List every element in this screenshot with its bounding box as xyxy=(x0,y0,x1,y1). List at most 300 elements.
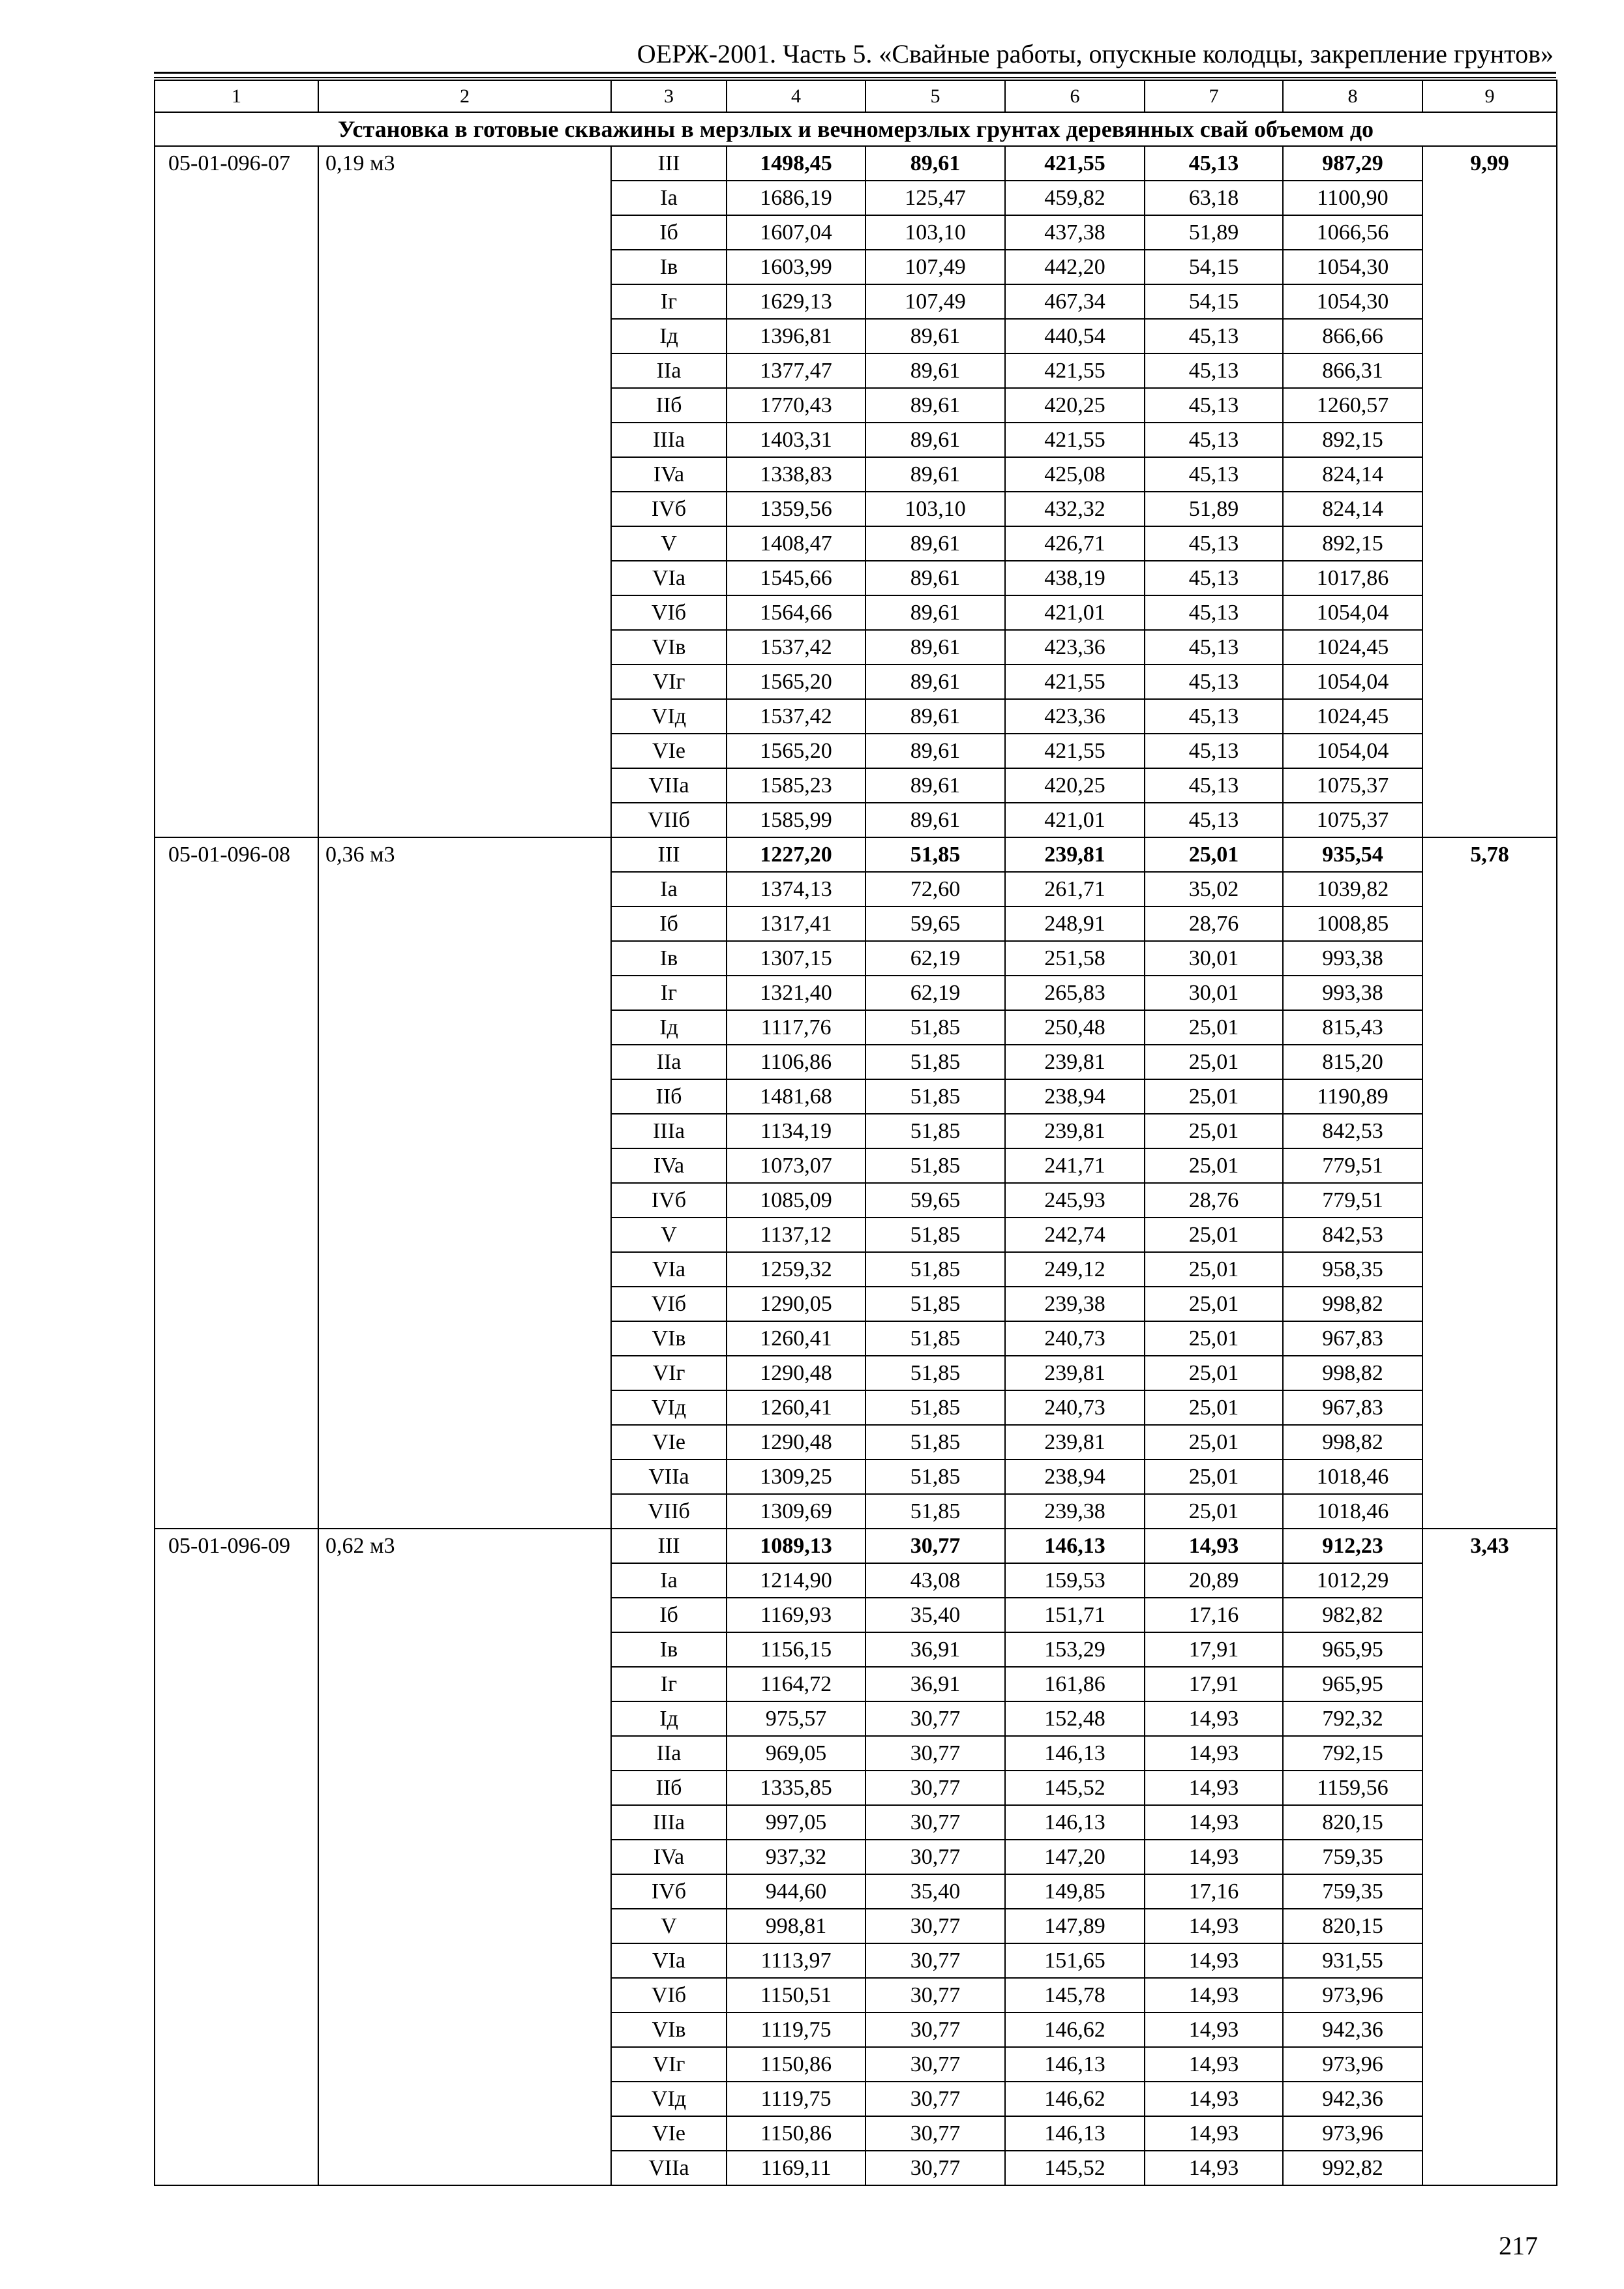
labor-cost: 9,99 xyxy=(1422,146,1557,837)
machine-operation-cell: 421,55 xyxy=(1005,423,1145,457)
machine-operation-cell: 147,89 xyxy=(1005,1909,1145,1943)
machinist-wages-cell: 25,01 xyxy=(1145,1252,1283,1287)
machine-operation-cell: 426,71 xyxy=(1005,526,1145,561)
region-code: III xyxy=(611,837,727,872)
total-cost-cell: 1403,31 xyxy=(727,423,865,457)
machine-operation-cell: 147,20 xyxy=(1005,1840,1145,1874)
machinist-wages-cell: 45,13 xyxy=(1145,734,1283,768)
materials-cell: 993,38 xyxy=(1283,941,1422,976)
wages-cell: 30,77 xyxy=(865,1978,1005,2012)
materials-cell: 973,96 xyxy=(1283,2116,1422,2151)
region-code: Ia xyxy=(611,181,727,215)
wages-cell: 51,85 xyxy=(865,1010,1005,1045)
machine-operation-cell: 239,38 xyxy=(1005,1287,1145,1321)
region-code: IVб xyxy=(611,1874,727,1909)
wages-cell: 51,85 xyxy=(865,1287,1005,1321)
machinist-wages-cell: 25,01 xyxy=(1145,1079,1283,1114)
column-number: 7 xyxy=(1145,80,1283,112)
machine-operation-cell: 239,81 xyxy=(1005,837,1145,872)
total-cost-cell: 1585,23 xyxy=(727,768,865,803)
machinist-wages-cell: 45,13 xyxy=(1145,353,1283,388)
machinist-wages-cell: 14,93 xyxy=(1145,2047,1283,2082)
region-code: VIIa xyxy=(611,1459,727,1494)
total-cost-cell: 1156,15 xyxy=(727,1632,865,1667)
machinist-wages-cell: 14,93 xyxy=(1145,1943,1283,1978)
machine-operation-cell: 242,74 xyxy=(1005,1218,1145,1252)
machinist-wages-cell: 20,89 xyxy=(1145,1563,1283,1598)
wages-cell: 30,77 xyxy=(865,1909,1005,1943)
materials-cell: 965,95 xyxy=(1283,1632,1422,1667)
machinist-wages-cell: 45,13 xyxy=(1145,768,1283,803)
machinist-wages-cell: 45,13 xyxy=(1145,319,1283,353)
region-code: VIe xyxy=(611,1425,727,1459)
wages-cell: 30,77 xyxy=(865,2116,1005,2151)
wages-cell: 125,47 xyxy=(865,181,1005,215)
machine-operation-cell: 442,20 xyxy=(1005,250,1145,284)
materials-cell: 779,51 xyxy=(1283,1183,1422,1218)
materials-cell: 1075,37 xyxy=(1283,803,1422,837)
region-code: IIa xyxy=(611,353,727,388)
materials-cell: 1012,29 xyxy=(1283,1563,1422,1598)
machine-operation-cell: 467,34 xyxy=(1005,284,1145,319)
materials-cell: 998,82 xyxy=(1283,1287,1422,1321)
region-code: VIa xyxy=(611,1943,727,1978)
region-code: IVб xyxy=(611,492,727,526)
region-code: Iг xyxy=(611,284,727,319)
machinist-wages-cell: 45,13 xyxy=(1145,423,1283,457)
machine-operation-cell: 238,94 xyxy=(1005,1459,1145,1494)
machine-operation-cell: 239,81 xyxy=(1005,1425,1145,1459)
wages-cell: 89,61 xyxy=(865,526,1005,561)
materials-cell: 1190,89 xyxy=(1283,1079,1422,1114)
wages-cell: 30,77 xyxy=(865,1736,1005,1771)
total-cost-cell: 1309,25 xyxy=(727,1459,865,1494)
wages-cell: 107,49 xyxy=(865,250,1005,284)
region-code: Iб xyxy=(611,215,727,250)
machine-operation-cell: 423,36 xyxy=(1005,630,1145,665)
machinist-wages-cell: 25,01 xyxy=(1145,837,1283,872)
total-cost-cell: 1085,09 xyxy=(727,1183,865,1218)
region-code: VIб xyxy=(611,1287,727,1321)
total-cost-cell: 1119,75 xyxy=(727,2082,865,2116)
materials-cell: 824,14 xyxy=(1283,457,1422,492)
machinist-wages-cell: 51,89 xyxy=(1145,492,1283,526)
column-number: 3 xyxy=(611,80,727,112)
total-cost-cell: 1374,13 xyxy=(727,872,865,906)
region-code: VIд xyxy=(611,1390,727,1425)
total-cost-cell: 1117,76 xyxy=(727,1010,865,1045)
section-title-row xyxy=(155,112,1557,146)
machine-operation-cell: 432,32 xyxy=(1005,492,1145,526)
machine-operation-cell: 265,83 xyxy=(1005,976,1145,1010)
materials-cell: 967,83 xyxy=(1283,1321,1422,1356)
materials-cell: 973,96 xyxy=(1283,1978,1422,2012)
materials-cell: 792,32 xyxy=(1283,1701,1422,1736)
machinist-wages-cell: 30,01 xyxy=(1145,976,1283,1010)
materials-cell: 1039,82 xyxy=(1283,872,1422,906)
region-code: VIIa xyxy=(611,768,727,803)
machine-operation-cell: 239,81 xyxy=(1005,1114,1145,1148)
machine-operation-cell: 146,62 xyxy=(1005,2012,1145,2047)
total-cost-cell: 1169,93 xyxy=(727,1598,865,1632)
machine-operation-cell: 153,29 xyxy=(1005,1632,1145,1667)
table-row xyxy=(155,1529,1557,1563)
machine-operation-cell: 240,73 xyxy=(1005,1321,1145,1356)
region-code: VIa xyxy=(611,1252,727,1287)
total-cost-cell: 1686,19 xyxy=(727,181,865,215)
wages-cell: 51,85 xyxy=(865,1425,1005,1459)
wages-cell: 89,61 xyxy=(865,353,1005,388)
total-cost-cell: 1629,13 xyxy=(727,284,865,319)
machinist-wages-cell: 45,13 xyxy=(1145,803,1283,837)
machine-operation-cell: 421,55 xyxy=(1005,353,1145,388)
materials-cell: 779,51 xyxy=(1283,1148,1422,1183)
machinist-wages-cell: 45,13 xyxy=(1145,146,1283,181)
wages-cell: 35,40 xyxy=(865,1598,1005,1632)
materials-cell: 842,53 xyxy=(1283,1114,1422,1148)
total-cost-cell: 1564,66 xyxy=(727,595,865,630)
region-code: III xyxy=(611,146,727,181)
labor-cost: 3,43 xyxy=(1422,1529,1557,2185)
wages-cell: 35,40 xyxy=(865,1874,1005,1909)
machinist-wages-cell: 14,93 xyxy=(1145,1840,1283,1874)
region-code: Ia xyxy=(611,872,727,906)
total-cost-cell: 1408,47 xyxy=(727,526,865,561)
total-cost-cell: 944,60 xyxy=(727,1874,865,1909)
machinist-wages-cell: 30,01 xyxy=(1145,941,1283,976)
wages-cell: 89,61 xyxy=(865,595,1005,630)
machine-operation-cell: 423,36 xyxy=(1005,699,1145,734)
machine-operation-cell: 261,71 xyxy=(1005,872,1145,906)
total-cost-cell: 1498,45 xyxy=(727,146,865,181)
machinist-wages-cell: 17,91 xyxy=(1145,1667,1283,1701)
total-cost-cell: 1150,51 xyxy=(727,1978,865,2012)
machine-operation-cell: 438,19 xyxy=(1005,561,1145,595)
machine-operation-cell: 440,54 xyxy=(1005,319,1145,353)
machine-operation-cell: 421,55 xyxy=(1005,665,1145,699)
wages-cell: 89,61 xyxy=(865,630,1005,665)
machinist-wages-cell: 14,93 xyxy=(1145,1736,1283,1771)
machinist-wages-cell: 14,93 xyxy=(1145,1978,1283,2012)
table-row xyxy=(155,837,1557,872)
materials-cell: 815,20 xyxy=(1283,1045,1422,1079)
materials-cell: 1024,45 xyxy=(1283,630,1422,665)
wages-cell: 89,61 xyxy=(865,388,1005,423)
machine-operation-cell: 250,48 xyxy=(1005,1010,1145,1045)
machinist-wages-cell: 25,01 xyxy=(1145,1425,1283,1459)
total-cost-cell: 1537,42 xyxy=(727,630,865,665)
machine-operation-cell: 146,13 xyxy=(1005,1736,1145,1771)
machinist-wages-cell: 14,93 xyxy=(1145,1909,1283,1943)
materials-cell: 912,23 xyxy=(1283,1529,1422,1563)
materials-cell: 759,35 xyxy=(1283,1874,1422,1909)
wages-cell: 89,61 xyxy=(865,457,1005,492)
wages-cell: 89,61 xyxy=(865,146,1005,181)
region-code: VIг xyxy=(611,1356,727,1390)
region-code: Iв xyxy=(611,941,727,976)
wages-cell: 30,77 xyxy=(865,1943,1005,1978)
machinist-wages-cell: 25,01 xyxy=(1145,1218,1283,1252)
machine-operation-cell: 437,38 xyxy=(1005,215,1145,250)
region-code: IVa xyxy=(611,457,727,492)
machinist-wages-cell: 45,13 xyxy=(1145,595,1283,630)
wages-cell: 51,85 xyxy=(865,1356,1005,1390)
materials-cell: 1066,56 xyxy=(1283,215,1422,250)
materials-cell: 998,82 xyxy=(1283,1425,1422,1459)
materials-cell: 987,29 xyxy=(1283,146,1422,181)
region-code: IIa xyxy=(611,1045,727,1079)
document-title: ОЕРЖ-2001. Часть 5. «Свайные работы, опускные колодцы, закрепление грунтов» xyxy=(637,39,1554,68)
machinist-wages-cell: 14,93 xyxy=(1145,1701,1283,1736)
total-cost-cell: 1335,85 xyxy=(727,1771,865,1805)
wages-cell: 51,85 xyxy=(865,1218,1005,1252)
total-cost-cell: 1321,40 xyxy=(727,976,865,1010)
wages-cell: 89,61 xyxy=(865,768,1005,803)
machine-operation-cell: 146,13 xyxy=(1005,1529,1145,1563)
machine-operation-cell: 421,55 xyxy=(1005,146,1145,181)
materials-cell: 815,43 xyxy=(1283,1010,1422,1045)
materials-cell: 892,15 xyxy=(1283,526,1422,561)
materials-cell: 935,54 xyxy=(1283,837,1422,872)
machinist-wages-cell: 25,01 xyxy=(1145,1045,1283,1079)
pile-volume: 0,62 м3 xyxy=(318,1529,611,2185)
wages-cell: 103,10 xyxy=(865,492,1005,526)
region-code: VIIб xyxy=(611,803,727,837)
column-number: 5 xyxy=(865,80,1005,112)
total-cost-cell: 1481,68 xyxy=(727,1079,865,1114)
wages-cell: 89,61 xyxy=(865,665,1005,699)
region-code: V xyxy=(611,1909,727,1943)
total-cost-cell: 1309,69 xyxy=(727,1494,865,1529)
machinist-wages-cell: 17,91 xyxy=(1145,1632,1283,1667)
machine-operation-cell: 145,52 xyxy=(1005,1771,1145,1805)
total-cost-cell: 1169,11 xyxy=(727,2151,865,2185)
region-code: IVб xyxy=(611,1183,727,1218)
materials-cell: 1159,56 xyxy=(1283,1771,1422,1805)
machine-operation-cell: 420,25 xyxy=(1005,388,1145,423)
machine-operation-cell: 248,91 xyxy=(1005,906,1145,941)
region-code: IIб xyxy=(611,388,727,423)
machine-operation-cell: 151,65 xyxy=(1005,1943,1145,1978)
materials-cell: 1017,86 xyxy=(1283,561,1422,595)
wages-cell: 51,85 xyxy=(865,1494,1005,1529)
region-code: Ia xyxy=(611,1563,727,1598)
total-cost-cell: 1290,48 xyxy=(727,1356,865,1390)
wages-cell: 72,60 xyxy=(865,872,1005,906)
column-number: 1 xyxy=(155,80,318,112)
wages-cell: 30,77 xyxy=(865,1771,1005,1805)
total-cost-cell: 1150,86 xyxy=(727,2116,865,2151)
materials-cell: 1054,04 xyxy=(1283,595,1422,630)
materials-cell: 998,82 xyxy=(1283,1356,1422,1390)
total-cost-cell: 997,05 xyxy=(727,1805,865,1840)
column-number-row xyxy=(155,80,1557,112)
machine-operation-cell: 239,81 xyxy=(1005,1045,1145,1079)
wages-cell: 51,85 xyxy=(865,1114,1005,1148)
materials-cell: 1054,30 xyxy=(1283,284,1422,319)
region-code: VIe xyxy=(611,734,727,768)
machinist-wages-cell: 25,01 xyxy=(1145,1356,1283,1390)
machine-operation-cell: 245,93 xyxy=(1005,1183,1145,1218)
region-code: Iд xyxy=(611,1010,727,1045)
total-cost-cell: 1260,41 xyxy=(727,1321,865,1356)
materials-cell: 982,82 xyxy=(1283,1598,1422,1632)
total-cost-cell: 1134,19 xyxy=(727,1114,865,1148)
column-number: 9 xyxy=(1422,80,1557,112)
machine-operation-cell: 146,62 xyxy=(1005,2082,1145,2116)
machine-operation-cell: 145,52 xyxy=(1005,2151,1145,2185)
materials-cell: 1024,45 xyxy=(1283,699,1422,734)
total-cost-cell: 1565,20 xyxy=(727,665,865,699)
table-row xyxy=(155,146,1557,181)
header-rule xyxy=(154,72,1556,74)
region-code: V xyxy=(611,526,727,561)
machinist-wages-cell: 14,93 xyxy=(1145,1771,1283,1805)
region-code: Iб xyxy=(611,906,727,941)
machine-operation-cell: 151,71 xyxy=(1005,1598,1145,1632)
total-cost-cell: 1150,86 xyxy=(727,2047,865,2082)
wages-cell: 89,61 xyxy=(865,423,1005,457)
region-code: Iг xyxy=(611,976,727,1010)
total-cost-cell: 1290,05 xyxy=(727,1287,865,1321)
machine-operation-cell: 251,58 xyxy=(1005,941,1145,976)
machinist-wages-cell: 25,01 xyxy=(1145,1321,1283,1356)
total-cost-cell: 937,32 xyxy=(727,1840,865,1874)
machine-operation-cell: 146,13 xyxy=(1005,1805,1145,1840)
wages-cell: 30,77 xyxy=(865,1529,1005,1563)
region-code: VIб xyxy=(611,595,727,630)
materials-cell: 866,66 xyxy=(1283,319,1422,353)
labor-cost: 5,78 xyxy=(1422,837,1557,1529)
total-cost-cell: 1396,81 xyxy=(727,319,865,353)
materials-cell: 1008,85 xyxy=(1283,906,1422,941)
region-code: Iд xyxy=(611,319,727,353)
total-cost-cell: 975,57 xyxy=(727,1701,865,1736)
machinist-wages-cell: 63,18 xyxy=(1145,181,1283,215)
norm-code: 05-01-096-08 xyxy=(155,837,318,1529)
total-cost-cell: 1537,42 xyxy=(727,699,865,734)
machine-operation-cell: 249,12 xyxy=(1005,1252,1145,1287)
materials-cell: 942,36 xyxy=(1283,2082,1422,2116)
region-code: VIд xyxy=(611,699,727,734)
wages-cell: 89,61 xyxy=(865,699,1005,734)
wages-cell: 43,08 xyxy=(865,1563,1005,1598)
machine-operation-cell: 421,01 xyxy=(1005,595,1145,630)
wages-cell: 30,77 xyxy=(865,1701,1005,1736)
machine-operation-cell: 420,25 xyxy=(1005,768,1145,803)
machine-operation-cell: 152,48 xyxy=(1005,1701,1145,1736)
region-code: VIб xyxy=(611,1978,727,2012)
wages-cell: 103,10 xyxy=(865,215,1005,250)
machine-operation-cell: 238,94 xyxy=(1005,1079,1145,1114)
total-cost-cell: 1338,83 xyxy=(727,457,865,492)
region-code: VIв xyxy=(611,630,727,665)
machinist-wages-cell: 25,01 xyxy=(1145,1287,1283,1321)
wages-cell: 107,49 xyxy=(865,284,1005,319)
machine-operation-cell: 421,55 xyxy=(1005,734,1145,768)
wages-cell: 36,91 xyxy=(865,1632,1005,1667)
pile-volume: 0,19 м3 xyxy=(318,146,611,837)
total-cost-cell: 1290,48 xyxy=(727,1425,865,1459)
total-cost-cell: 1260,41 xyxy=(727,1390,865,1425)
materials-cell: 892,15 xyxy=(1283,423,1422,457)
wages-cell: 59,65 xyxy=(865,906,1005,941)
machine-operation-cell: 146,13 xyxy=(1005,2116,1145,2151)
wages-cell: 51,85 xyxy=(865,1459,1005,1494)
machinist-wages-cell: 45,13 xyxy=(1145,561,1283,595)
machine-operation-cell: 425,08 xyxy=(1005,457,1145,492)
materials-cell: 1260,57 xyxy=(1283,388,1422,423)
wages-cell: 51,85 xyxy=(865,1148,1005,1183)
wages-cell: 62,19 xyxy=(865,976,1005,1010)
machine-operation-cell: 421,01 xyxy=(1005,803,1145,837)
machine-operation-cell: 146,13 xyxy=(1005,2047,1145,2082)
machine-operation-cell: 145,78 xyxy=(1005,1978,1145,2012)
region-code: IIIa xyxy=(611,1114,727,1148)
machinist-wages-cell: 14,93 xyxy=(1145,1529,1283,1563)
materials-cell: 973,96 xyxy=(1283,2047,1422,2082)
wages-cell: 89,61 xyxy=(865,561,1005,595)
total-cost-cell: 1164,72 xyxy=(727,1667,865,1701)
region-code: VIIб xyxy=(611,1494,727,1529)
total-cost-cell: 1585,99 xyxy=(727,803,865,837)
machinist-wages-cell: 45,13 xyxy=(1145,699,1283,734)
machinist-wages-cell: 54,15 xyxy=(1145,284,1283,319)
wages-cell: 30,77 xyxy=(865,1805,1005,1840)
machinist-wages-cell: 45,13 xyxy=(1145,388,1283,423)
wages-cell: 51,85 xyxy=(865,1390,1005,1425)
materials-cell: 820,15 xyxy=(1283,1805,1422,1840)
materials-cell: 759,35 xyxy=(1283,1840,1422,1874)
region-code: IVa xyxy=(611,1840,727,1874)
region-code: VIa xyxy=(611,561,727,595)
region-code: IIб xyxy=(611,1771,727,1805)
region-code: V xyxy=(611,1218,727,1252)
region-code: VIIa xyxy=(611,2151,727,2185)
wages-cell: 62,19 xyxy=(865,941,1005,976)
machine-operation-cell: 239,38 xyxy=(1005,1494,1145,1529)
wages-cell: 59,65 xyxy=(865,1183,1005,1218)
wages-cell: 30,77 xyxy=(865,2082,1005,2116)
region-code: IIIa xyxy=(611,1805,727,1840)
norm-code: 05-01-096-07 xyxy=(155,146,318,837)
wages-cell: 30,77 xyxy=(865,1840,1005,1874)
total-cost-cell: 1317,41 xyxy=(727,906,865,941)
machine-operation-cell: 241,71 xyxy=(1005,1148,1145,1183)
wages-cell: 51,85 xyxy=(865,1252,1005,1287)
region-code: VIд xyxy=(611,2082,727,2116)
wages-cell: 30,77 xyxy=(865,2151,1005,2185)
wages-cell: 30,77 xyxy=(865,2012,1005,2047)
total-cost-cell: 1377,47 xyxy=(727,353,865,388)
wages-cell: 51,85 xyxy=(865,1321,1005,1356)
machine-operation-cell: 159,53 xyxy=(1005,1563,1145,1598)
machinist-wages-cell: 17,16 xyxy=(1145,1874,1283,1909)
wages-cell: 89,61 xyxy=(865,319,1005,353)
wages-cell: 30,77 xyxy=(865,2047,1005,2082)
materials-cell: 1075,37 xyxy=(1283,768,1422,803)
machinist-wages-cell: 17,16 xyxy=(1145,1598,1283,1632)
materials-cell: 824,14 xyxy=(1283,492,1422,526)
wages-cell: 51,85 xyxy=(865,837,1005,872)
column-number: 4 xyxy=(727,80,865,112)
materials-cell: 942,36 xyxy=(1283,2012,1422,2047)
materials-cell: 967,83 xyxy=(1283,1390,1422,1425)
total-cost-cell: 1073,07 xyxy=(727,1148,865,1183)
wages-cell: 89,61 xyxy=(865,734,1005,768)
machinist-wages-cell: 54,15 xyxy=(1145,250,1283,284)
materials-cell: 931,55 xyxy=(1283,1943,1422,1978)
